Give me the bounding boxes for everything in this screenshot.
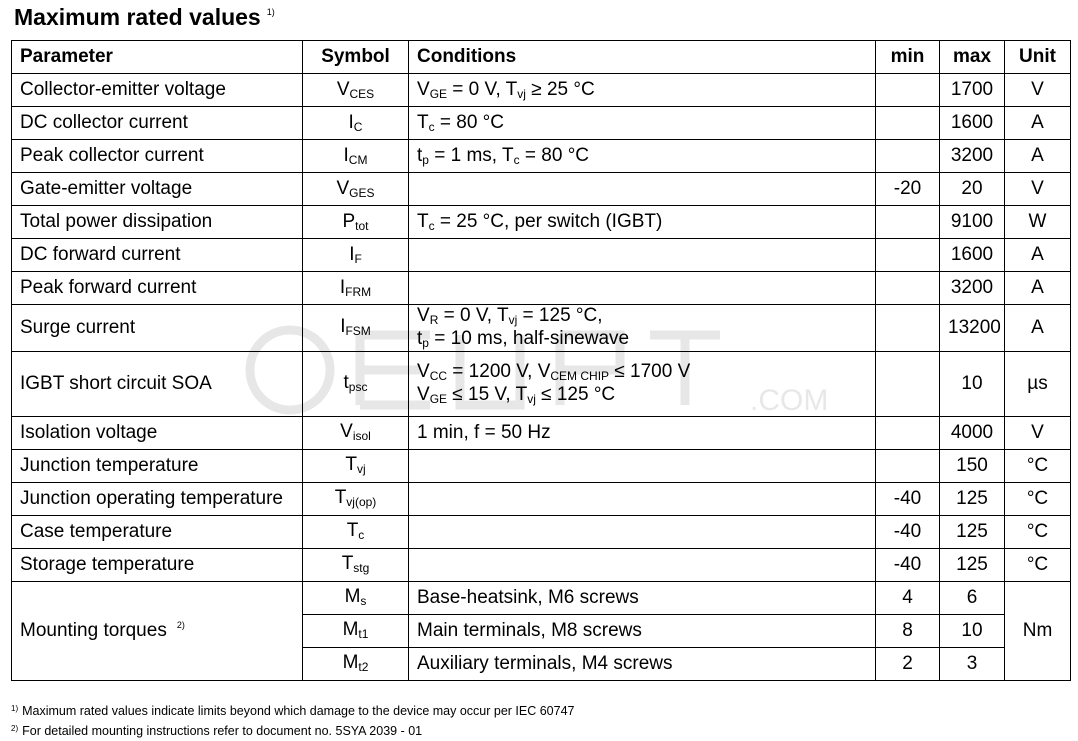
mounting-footnote-ref: 2) — [176, 619, 185, 630]
cell-symbol: $I_{FSM}$ — [303, 305, 409, 352]
table-row — [12, 305, 1071, 352]
cell-symbol: $T_{stg}$ — [303, 548, 409, 581]
cell-max: 125 — [940, 515, 1005, 548]
cell-max: 3200 — [940, 272, 1005, 305]
cell-max: 1700 — [940, 74, 1005, 107]
svg-text:.COM: .COM — [750, 384, 829, 417]
cell-unit: A — [1005, 239, 1071, 272]
table-row — [12, 449, 1071, 482]
cell-max: 3200 — [940, 140, 1005, 173]
cell-conditions — [409, 173, 876, 206]
cell-unit: A — [1005, 140, 1071, 173]
cell-parameter: Total power dissipation — [12, 206, 303, 239]
cell-symbol: $T_{vj}$ — [303, 449, 409, 482]
cell-min: 8 — [876, 614, 940, 647]
cell-parameter: Case temperature — [12, 515, 303, 548]
cell-conditions: $T_c = 80$ °C — [409, 107, 876, 140]
footnote-2: $^{2)}$ For detailed mounting instructions refer to document no. 5SYA 2039 - 01 — [11, 724, 423, 738]
cell-min — [876, 449, 940, 482]
cell-min — [876, 140, 940, 173]
cell-unit: °C — [1005, 515, 1071, 548]
footnotes — [11, 700, 574, 740]
cell-max: 13200 — [940, 305, 1005, 352]
cell-parameter: DC collector current — [12, 107, 303, 140]
cell-symbol: $P_{tot}$ — [303, 206, 409, 239]
header-parameter: Parameter — [12, 41, 303, 74]
max-rated-values-table — [11, 40, 1071, 681]
cell-symbol: $I_{CM}$ — [303, 140, 409, 173]
cell-min — [876, 206, 940, 239]
cell-max: 10 — [940, 351, 1005, 416]
cell-min: -40 — [876, 515, 940, 548]
section-title — [14, 4, 275, 31]
cell-unit: °C — [1005, 449, 1071, 482]
table-row — [12, 272, 1071, 305]
cell-parameter: Surge current — [12, 305, 303, 352]
table-row — [12, 74, 1071, 107]
cell-max: 1600 — [940, 239, 1005, 272]
cell-max: 6 — [940, 581, 1005, 614]
cell-symbol: $M_s$ — [303, 581, 409, 614]
cell-unit: V — [1005, 173, 1071, 206]
cell-max: 20 — [940, 173, 1005, 206]
cell-conditions: Main terminals, M8 screws — [409, 614, 876, 647]
cell-parameter: Junction operating temperature — [12, 482, 303, 515]
cell-symbol: $M_{t1}$ — [303, 614, 409, 647]
table-row — [12, 515, 1071, 548]
cell-symbol: $I_F$ — [303, 239, 409, 272]
cell-conditions — [409, 272, 876, 305]
cell-parameter: Gate-emitter voltage — [12, 173, 303, 206]
table-row-mounting — [12, 581, 1071, 614]
cell-min — [876, 305, 940, 352]
cell-unit: V — [1005, 416, 1071, 449]
cell-symbol: $V_{GES}$ — [303, 173, 409, 206]
cell-min: -40 — [876, 548, 940, 581]
table-row — [12, 482, 1071, 515]
cell-min: -40 — [876, 482, 940, 515]
table-row — [12, 140, 1071, 173]
table-row — [12, 173, 1071, 206]
cell-symbol: $M_{t2}$ — [303, 647, 409, 680]
cell-conditions: 1 min, f = 50 Hz — [409, 416, 876, 449]
cell-max: 10 — [940, 614, 1005, 647]
cell-unit: A — [1005, 272, 1071, 305]
cell-parameter: Peak collector current — [12, 140, 303, 173]
cell-conditions — [409, 482, 876, 515]
cell-conditions: $V_{GE} = 0$ V, $T_{vj} \ge 25$ °C — [409, 74, 876, 107]
cell-parameter: Isolation voltage — [12, 416, 303, 449]
cell-unit-mounting: Nm — [1005, 581, 1071, 680]
cell-symbol: $T_{vj(op)}$ — [303, 482, 409, 515]
cell-parameter: IGBT short circuit SOA — [12, 351, 303, 416]
header-min: min — [876, 41, 940, 74]
cell-max: 9100 — [940, 206, 1005, 239]
cell-symbol: $V_{CES}$ — [303, 74, 409, 107]
cell-conditions — [409, 449, 876, 482]
cell-max: 4000 — [940, 416, 1005, 449]
cell-min — [876, 272, 940, 305]
cell-symbol: $T_c$ — [303, 515, 409, 548]
cell-max: 1600 — [940, 107, 1005, 140]
cell-min — [876, 107, 940, 140]
cell-conditions — [409, 515, 876, 548]
cell-conditions: $V_{CC} = 1200$ V, $V_{CEM CHIP} \le 1700$ V $V_{GE} \le 15$ V, $T_{vj} \le 125$ °C — [409, 351, 876, 416]
header-unit: Unit — [1005, 41, 1071, 74]
table-row — [12, 351, 1071, 416]
cell-min — [876, 239, 940, 272]
cell-conditions: $T_c = 25$ °C, per switch (IGBT) — [409, 206, 876, 239]
cell-symbol: $t_{psc}$ — [303, 351, 409, 416]
cell-min — [876, 74, 940, 107]
cell-max: 125 — [940, 482, 1005, 515]
table-row — [12, 107, 1071, 140]
cell-conditions — [409, 239, 876, 272]
cell-unit: °C — [1005, 482, 1071, 515]
cell-symbol: $I_C$ — [303, 107, 409, 140]
table-header-row — [12, 41, 1071, 74]
cell-unit: V — [1005, 74, 1071, 107]
footnote-1: $^{1)}$ Maximum rated values indicate limits beyond which damage to the device may occur per IEC 60747 — [11, 704, 575, 718]
cell-unit: A — [1005, 107, 1071, 140]
cell-conditions: Base-heatsink, M6 screws — [409, 581, 876, 614]
cell-unit: °C — [1005, 548, 1071, 581]
cell-max: 150 — [940, 449, 1005, 482]
cell-parameter-mounting: Mounting torques $^{2)}$ — [12, 581, 303, 680]
cell-min: -20 — [876, 173, 940, 206]
cell-max: 3 — [940, 647, 1005, 680]
cell-min: 2 — [876, 647, 940, 680]
cell-unit: A — [1005, 305, 1071, 352]
cell-parameter: Collector-emitter voltage — [12, 74, 303, 107]
cell-max: 125 — [940, 548, 1005, 581]
cell-symbol: $I_{FRM}$ — [303, 272, 409, 305]
header-conditions: Conditions — [409, 41, 876, 74]
header-max: max — [940, 41, 1005, 74]
cell-min — [876, 416, 940, 449]
table-row — [12, 548, 1071, 581]
cell-parameter: Storage temperature — [12, 548, 303, 581]
table-row — [12, 239, 1071, 272]
cell-conditions: $t_p = 1$ ms, $T_c = 80$ °C — [409, 140, 876, 173]
cell-unit: W — [1005, 206, 1071, 239]
table-row — [12, 416, 1071, 449]
cell-min: 4 — [876, 581, 940, 614]
cell-conditions: $V_R = 0$ V, $T_{vj} = 125$ °C, $t_p = 10$ ms, half-sinewave — [409, 305, 876, 352]
title-footnote-ref: 1) — [266, 7, 275, 17]
cell-unit: µs — [1005, 351, 1071, 416]
header-symbol: Symbol — [303, 41, 409, 74]
cell-parameter: DC forward current — [12, 239, 303, 272]
cell-conditions — [409, 548, 876, 581]
cell-symbol: $V_{isol}$ — [303, 416, 409, 449]
cell-parameter: Peak forward current — [12, 272, 303, 305]
table-row — [12, 206, 1071, 239]
cell-min — [876, 351, 940, 416]
cell-conditions: Auxiliary terminals, M4 screws — [409, 647, 876, 680]
cell-parameter: Junction temperature — [12, 449, 303, 482]
section-title-text: Maximum rated values — [14, 4, 261, 30]
